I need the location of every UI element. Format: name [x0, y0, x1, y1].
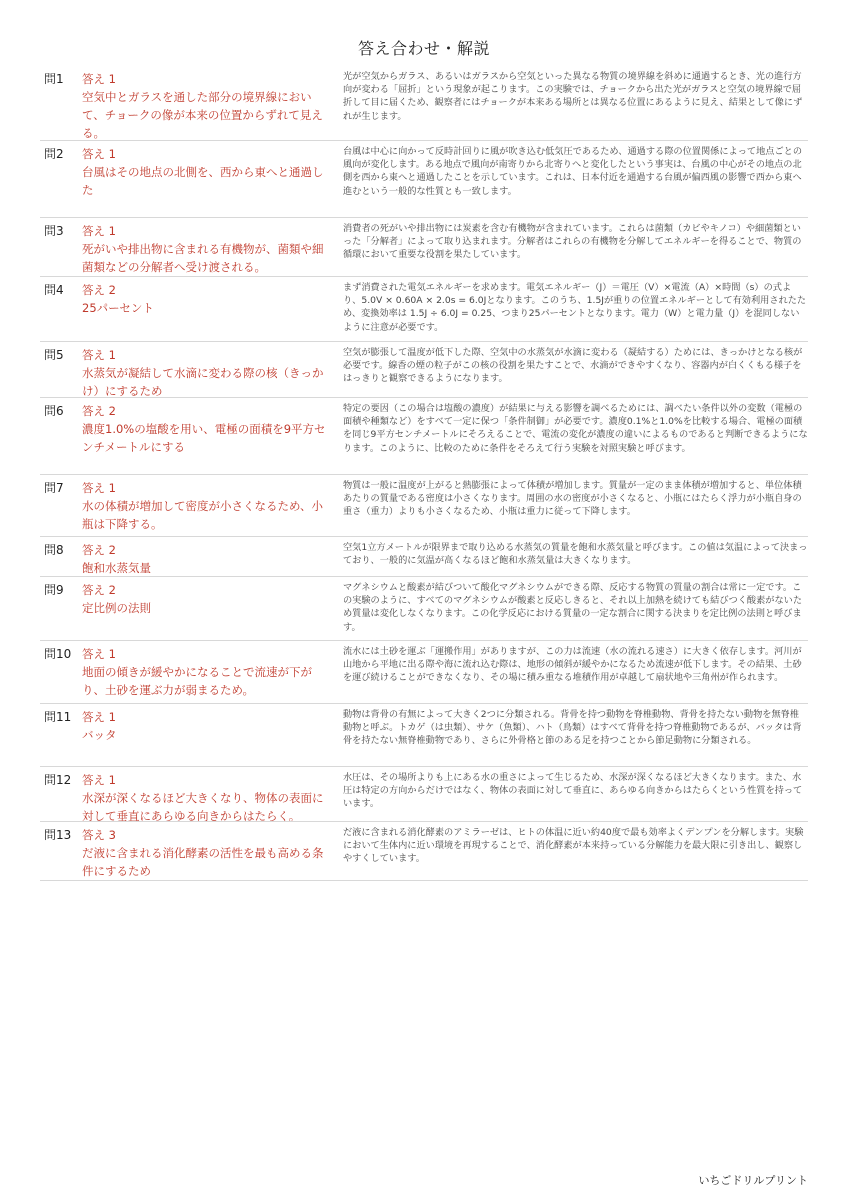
answer-cell	[82, 537, 337, 576]
answer-text: 定比例の法則	[82, 601, 151, 615]
answer-cell	[82, 704, 337, 766]
page-title: 答え合わせ・解説	[357, 39, 490, 58]
question-number: 問12	[44, 773, 72, 787]
explanation-text: 光が空気からガラス、あるいはガラスから空気といった異なる物質の境界線を斜めに通過するとき、光の進行方向が変わる「屈折」という現象が起こります。この実験では、チョークから出た光がガラスと空気の境界線で屈折して目に届くため、観察者にはチョークが本来ある場所とは異なる位置にあるように見え、結果として像にずれが生じます。	[343, 71, 803, 122]
answer-text: 濃度1.0%の塩酸を用い、電極の面積を9平方センチメートルにする	[82, 422, 326, 454]
answer-cell	[82, 342, 337, 397]
answer-cell	[82, 398, 337, 474]
answer-cell	[82, 641, 337, 703]
answer-choice: 答え 1	[82, 147, 116, 161]
answer-cell	[82, 767, 337, 821]
qa-row	[40, 218, 808, 277]
answer-choice: 答え 2	[82, 404, 116, 418]
answer-text: 死がいや排出物に含まれる有機物が、菌類や細菌類などの分解者へ受け渡される。	[82, 242, 324, 274]
answer-text: 空気中とガラスを通した部分の境界線において、チョークの像が本来の位置からずれて見える。	[82, 90, 323, 140]
question-number: 問9	[44, 583, 64, 597]
answer-choice: 答え 1	[82, 481, 116, 495]
explanation-text: マグネシウムと酸素が結びついて酸化マグネシウムができる際、反応する物質の質量の割合は常に一定です。この実験のように、すべてのマグネシウムが酸素と反応しきると、それ以上加熱を続けても結びつく酸素がないため質量は変化しなくなります。この化学反応における質量の一定な割合に関する決まりを定比例の法則と呼びます。	[343, 582, 803, 633]
answer-cell	[82, 141, 337, 217]
answer-text: 地面の傾きが緩やかになることで流速が下がり、土砂を運ぶ力が弱まるため。	[82, 665, 312, 697]
answer-choice: 答え 2	[82, 583, 116, 597]
explanation-text: 特定の要因（この場合は塩酸の濃度）が結果に与える影響を調べるためには、調べたい条件以外の変数（電極の面積や種類など）をすべて一定に保つ「条件制御」が必要です。濃度0.1%と1.0%を比較する場合、電極の面積を同じ9平方センチメートルにそろえることで、電流の変化が濃度の違いによるものであると判断できるようになります。このように、比較のために条件をそろえて行う実験を対照実験と呼びます。	[343, 403, 808, 454]
question-number: 問8	[44, 543, 64, 557]
question-number: 問11	[44, 710, 72, 724]
question-number: 問1	[44, 72, 64, 86]
qa-row	[40, 342, 808, 398]
question-number: 問7	[44, 481, 64, 495]
explanation-text: 消費者の死がいや排出物には炭素を含む有機物が含まれています。これらは菌類（カビやキノコ）や細菌類といった「分解者」によって取り込まれます。分解者はこれらの有機物を分解してエネルギーを得ることで、物質の循環において重要な役割を果たしています。	[343, 223, 802, 261]
explanation-text: 台風は中心に向かって反時計回りに風が吹き込む低気圧であるため、通過する際の位置関係によって地点ごとの風向が変化します。ある地点で風向が南寄りから北寄りへと変化したという事実は、台風の中心がその地点の北側を西から東へと通過したことを示しています。これは、日本付近を通過する台風が偏西風の影響で西から東へ進むという一般的な性質とも一致します。	[343, 146, 803, 197]
question-number: 問10	[44, 647, 72, 661]
question-number: 問2	[44, 147, 64, 161]
question-number: 問4	[44, 283, 64, 297]
answer-choice: 答え 1	[82, 647, 116, 661]
answer-text: バッタ	[82, 728, 117, 742]
answer-choice: 答え 1	[82, 72, 116, 86]
explanation-text: まず消費された電気エネルギーを求めます。電気エネルギー（J）＝電圧（V）×電流（A）×時間（s）の式より、5.0V × 0.60A × 2.0s = 6.0Jとなります。このうち、1.5Jが重りの位置エネルギーとして有効利用されたため、変換効率は 1.5J ÷ 6.0J = 0.25、つまり25パーセントとなります。電力（W）と電力量（J）を混同しないように注意が必要です。	[343, 282, 807, 333]
answer-choice: 答え 2	[82, 543, 116, 557]
footer-brand: いちごドリルプリント	[698, 1174, 808, 1187]
answer-text: 25パーセント	[82, 301, 154, 315]
answer-cell	[82, 577, 337, 640]
qa-row	[40, 537, 808, 577]
answer-text: 水深が深くなるほど大きくなり、物体の表面に対して垂直にあらゆる向きからはたらく。	[82, 791, 324, 822]
answer-text: 台風はその地点の北側を、西から東へと通過した	[82, 165, 324, 197]
question-number: 問5	[44, 348, 64, 362]
answer-text: 水の体積が増加して密度が小さくなるため、小瓶は下降する。	[82, 499, 324, 531]
explanation-text: 流水には土砂を運ぶ「運搬作用」がありますが、この力は流速（水の流れる速さ）に大きく依存します。河川が山地から平地に出る際や海に流れ込む際は、地形の傾斜が緩やかになるため流速が低下します。その結果、土砂を運び続けることができなくなり、その場に積み重なる堆積作用が卓越して扇状地や三角州が作られます。	[343, 646, 802, 684]
qa-row	[40, 141, 808, 218]
answer-text: だ液に含まれる消化酵素の活性を最も高める条件にするため	[82, 846, 324, 878]
question-number: 問13	[44, 828, 72, 842]
qa-row	[40, 398, 808, 475]
answer-text: 飽和水蒸気量	[82, 561, 151, 575]
answer-text: 水蒸気が凝結して水滴に変わる際の核（きっかけ）にするため	[82, 366, 324, 398]
explanation-text: 動物は背骨の有無によって大きく2つに分類される。背骨を持つ動物を脊椎動物、背骨を持たない動物を無脊椎動物と呼ぶ。トカゲ（は虫類）、サケ（魚類）、ハト（鳥類）はすべて背骨を持つ脊椎動物であるが、バッタは背骨を持たない無脊椎動物であり、さらに外骨格と節のある足を持つことから節足動物に分類される。	[343, 709, 802, 747]
answer-cell	[82, 475, 337, 536]
answer-cell	[82, 277, 337, 341]
qa-row	[40, 767, 808, 822]
qa-row	[40, 704, 808, 767]
answer-choice: 答え 1	[82, 224, 116, 238]
answer-choice: 答え 1	[82, 348, 116, 362]
answer-choice: 答え 3	[82, 828, 116, 842]
qa-row	[40, 577, 808, 641]
explanation-text: 空気が膨張して温度が低下した際、空気中の水蒸気が水滴に変わる（凝結する）ためには、きっかけとなる核が必要です。線香の煙の粒子がこの核の役割を果たすことで、水滴ができやすくなり、容器内が白くくもる様子をはっきりと観察できるようになります。	[343, 347, 803, 385]
explanation-text: 空気1立方メートルが限界まで取り込める水蒸気の質量を飽和水蒸気量と呼びます。この値は気温によって決まっており、一般的に気温が高くなるほど飽和水蒸気量は大きくなります。	[343, 542, 808, 567]
qa-row	[40, 277, 808, 342]
answer-choice: 答え 2	[82, 283, 116, 297]
explanation-text: 水圧は、その場所よりも上にある水の重さによって生じるため、水深が深くなるほど大きくなります。また、水圧は特定の方向からだけではなく、物体の表面に対して垂直に、あらゆる向きからはたらくという性質を持っています。	[343, 772, 803, 810]
answer-cell	[82, 218, 337, 276]
question-number: 問6	[44, 404, 64, 418]
answer-cell	[82, 822, 337, 880]
answer-list	[40, 66, 808, 881]
explanation-text: だ液に含まれる消化酵素のアミラーゼは、ヒトの体温に近い約40度で最も効率よくデンプンを分解します。実験において生体内に近い環境を再現することで、消化酵素が本来持っている分解能力を最大限に引き出し、観察しやすくしています。	[343, 827, 804, 865]
explanation-text: 物質は一般に温度が上がると熱膨張によって体積が増加します。質量が一定のまま体積が増加すると、単位体積あたりの質量である密度は小さくなります。周囲の水の密度が小さくなると、小瓶にはたらく浮力が小瓶自身の重さ（重力）よりも小さくなるため、小瓶は重力に従って下降します。	[343, 480, 802, 518]
answer-choice: 答え 1	[82, 773, 116, 787]
answer-cell	[82, 66, 337, 140]
qa-row	[40, 822, 808, 881]
qa-row	[40, 641, 808, 704]
qa-row	[40, 475, 808, 537]
answer-choice: 答え 1	[82, 710, 116, 724]
qa-row	[40, 66, 808, 141]
question-number: 問3	[44, 224, 64, 238]
